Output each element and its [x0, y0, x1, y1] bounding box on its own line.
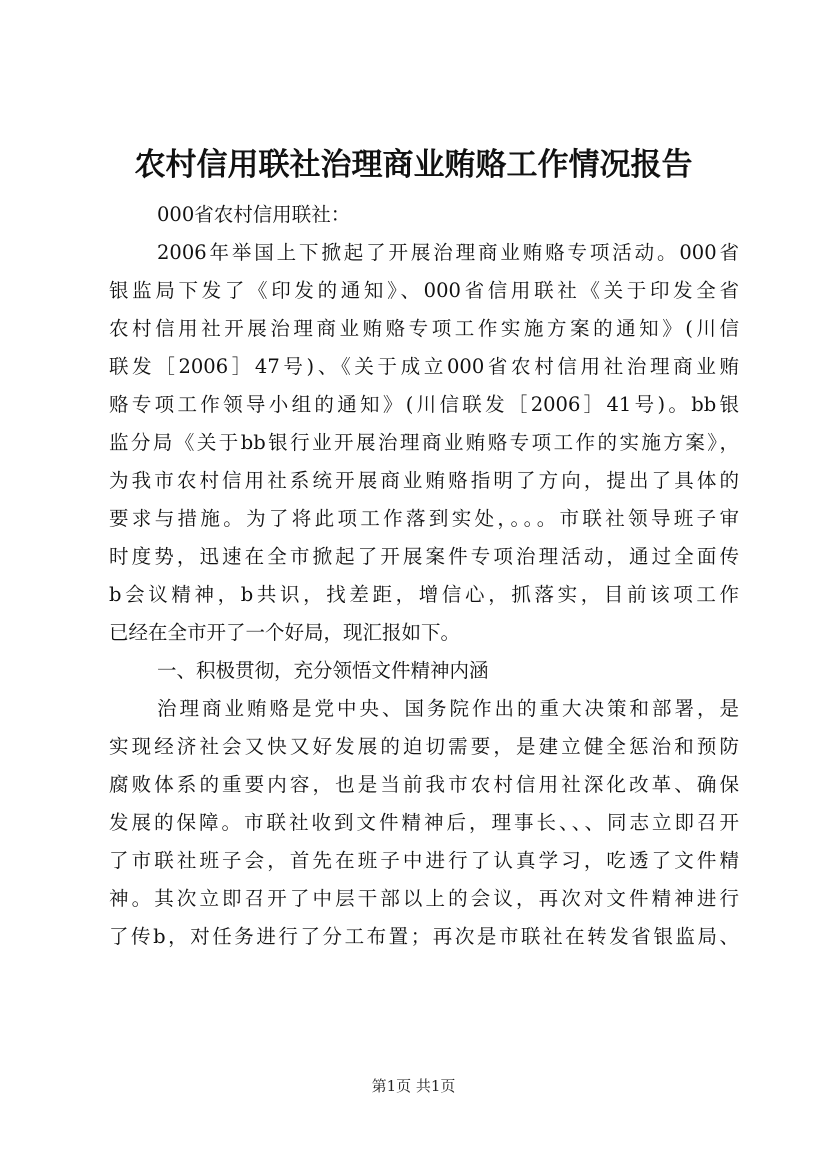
body-line: 时度势，迅速在全市掀起了开展案件专项治理活动，通过全面传	[109, 545, 739, 568]
body-line: 联发［2006］47号)、《关于成立000省农村信用社治理商业贿	[109, 355, 739, 378]
body-line: 农村信用社开展治理商业贿赂专项工作实施方案的通知》(川信	[109, 317, 739, 340]
body-line: 为我市农村信用社系统开展商业贿赂指明了方向，提出了具体的	[109, 469, 739, 492]
body-line: 了市联社班子会，首先在班子中进行了认真学习，吃透了文件精	[109, 849, 739, 872]
body-line: b会议精神，b共识，找差距，增信心，抓落实，目前该项工作	[109, 583, 739, 606]
body-line: 发展的保障。市联社收到文件精神后，理事长、、、同志立即召开	[109, 811, 739, 834]
page-footer: 第1页 共1页	[371, 1077, 456, 1095]
body-line: 了传b，对任务进行了分工布置；再次是市联社在转发省银监局、	[109, 925, 739, 948]
body-line: 实现经济社会又快又好发展的迫切需要，是建立健全惩治和预防	[109, 735, 739, 758]
body-line: 已经在全市开了一个好局，现汇报如下。	[109, 621, 461, 644]
body-line: 神。其次立即召开了中层干部以上的会议，再次对文件精神进行	[109, 887, 739, 910]
body-line: 腐败体系的重要内容，也是当前我市农村信用社深化改革、确保	[109, 773, 739, 796]
body-line: 赂专项工作领导小组的通知》(川信联发［2006］41号)。bb银	[109, 393, 739, 416]
salutation-line: 000省农村信用联社：	[157, 203, 351, 226]
body-line: 银监局下发了《印发的通知》、000省信用联社《关于印发全省	[109, 279, 739, 302]
body-line: 治理商业贿赂是党中央、国务院作出的重大决策和部署，是	[157, 697, 739, 720]
document-body	[109, 196, 739, 956]
section-heading: 一、积极贯彻，充分领悟文件精神内涵	[157, 659, 489, 682]
body-line: 要求与措施。为了将此项工作落到实处，。。。市联社领导班子审	[109, 507, 739, 530]
document-title: 农村信用联社治理商业贿赂工作情况报告	[134, 147, 693, 183]
body-line: 监分局《关于bb银行业开展治理商业贿赂专项工作的实施方案》，	[109, 431, 739, 454]
body-line: 2006年举国上下掀起了开展治理商业贿赂专项活动。000省	[157, 241, 739, 264]
